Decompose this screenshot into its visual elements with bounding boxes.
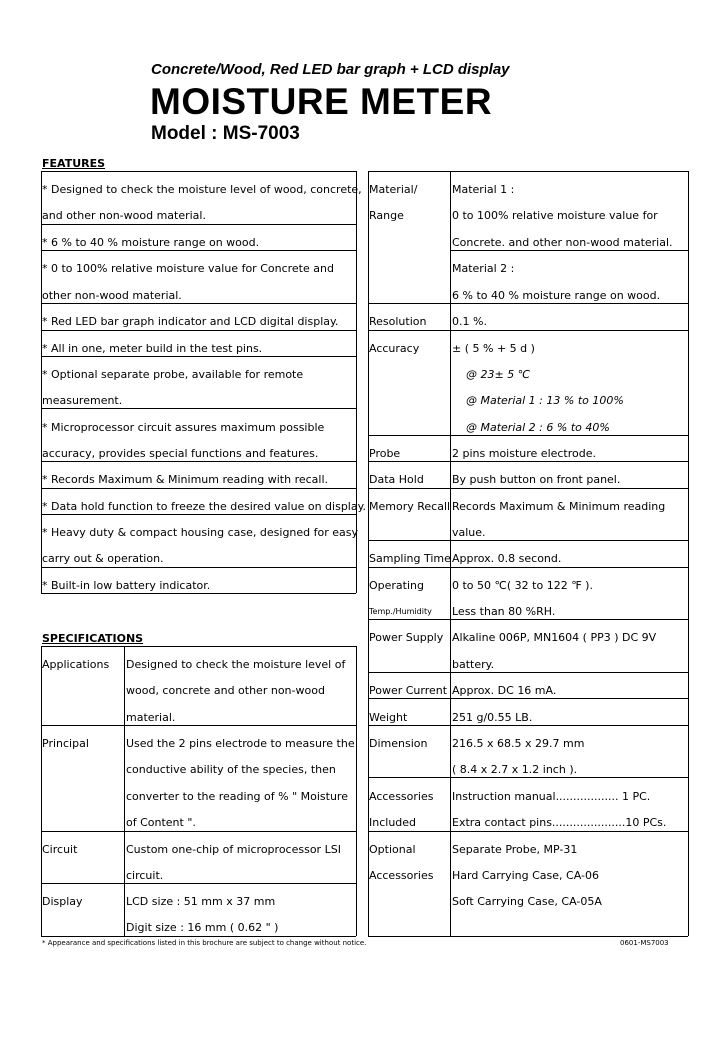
feature-line: * All in one, meter build in the test pins. (42, 342, 263, 355)
spec-value: ( 8.4 x 2.7 x 1.2 inch ). (452, 763, 578, 776)
spec-label: Display (42, 895, 83, 908)
spec-value: 2 pins moisture electrode. (452, 447, 597, 460)
spec-value: Instruction manual.................. 1 PC. (452, 790, 651, 803)
spec-value: LCD size : 51 mm x 37 mm (126, 895, 276, 908)
spec-value: of Content ". (126, 816, 196, 829)
spec-label: Circuit (42, 843, 78, 856)
spec-value: @ Material 2 : 6 % to 40% (466, 421, 610, 434)
spec-label: Sampling Time (369, 552, 451, 565)
spec-value: battery. (452, 658, 495, 671)
spec-label: Temp./Humidity (369, 607, 432, 616)
spec-label: Accuracy (369, 342, 420, 355)
spec-label: Optional (369, 843, 416, 856)
spec-label: Memory Recall (369, 500, 451, 513)
spec-label: Power Current (369, 684, 448, 697)
spec-value: Approx. 0.8 second. (452, 552, 562, 565)
spec-value: 6 % to 40 % moisture range on wood. (452, 289, 661, 302)
spec-label: Material/ (369, 183, 418, 196)
spec-label: Accessories (369, 790, 434, 803)
spec-value: 251 g/0.55 LB. (452, 711, 533, 724)
feature-line: * 0 to 100% relative moisture value for Concrete and (42, 262, 334, 275)
feature-line: carry out & operation. (42, 552, 164, 565)
spec-label: Dimension (369, 737, 428, 750)
spec-label: Resolution (369, 315, 427, 328)
spec-value: Designed to check the moisture level of (126, 658, 346, 671)
specifications-heading: SPECIFICATIONS (42, 632, 144, 645)
spec-value: ± ( 5 % + 5 d ) (452, 342, 535, 355)
spec-label: Weight (369, 711, 408, 724)
spec-value: material. (126, 711, 176, 724)
spec-value: Material 2 : (452, 262, 515, 275)
feature-line: accuracy, provides special functions and features. (42, 447, 319, 460)
feature-line: * 6 % to 40 % moisture range on wood. (42, 236, 260, 249)
page-title: MOISTURE METER (150, 81, 493, 122)
feature-line: * Built-in low battery indicator. (42, 579, 211, 592)
feature-line: other non-wood material. (42, 289, 182, 302)
feature-line: * Microprocessor circuit assures maximum possible (42, 421, 325, 434)
spec-label: Data Hold (369, 473, 424, 486)
feature-line: * Optional separate probe, available for remote (42, 368, 304, 381)
footer-note: * Appearance and specifications listed in this brochure are subject to change without notice. (42, 939, 367, 947)
spec-value: value. (452, 526, 486, 539)
model-number: Model : MS-7003 (151, 123, 300, 144)
feature-line: * Records Maximum & Minimum reading with recall. (42, 473, 329, 486)
spec-value: Separate Probe, MP-31 (452, 843, 578, 856)
spec-value: By push button on front panel. (452, 473, 621, 486)
spec-value: Less than 80 %RH. (452, 605, 556, 618)
spec-value: 0 to 100% relative moisture value for (452, 209, 658, 222)
spec-value: Custom one-chip of microprocessor LSI (126, 843, 341, 856)
features-heading: FEATURES (42, 157, 106, 170)
spec-value: 0.1 %. (452, 315, 487, 328)
subtitle: Concrete/Wood, Red LED bar graph + LCD display (151, 61, 510, 78)
spec-value: Hard Carrying Case, CA-06 (452, 869, 599, 882)
spec-value: Approx. DC 16 mA. (452, 684, 557, 697)
spec-value: Material 1 : (452, 183, 515, 196)
spec-value: @ 23± 5 ℃ (466, 368, 531, 381)
spec-value: circuit. (126, 869, 164, 882)
spec-value: Used the 2 pins electrode to measure the (126, 737, 355, 750)
spec-label: Principal (42, 737, 89, 750)
feature-line: * Data hold function to freeze the desired value on display. (42, 500, 367, 513)
feature-line: * Heavy duty & compact housing case, designed for easy (42, 526, 359, 539)
spec-label: Probe (369, 447, 401, 460)
spec-value: converter to the reading of % " Moisture (126, 790, 348, 803)
document-code: 0601-MS7003 (620, 939, 669, 947)
spec-value: Records Maximum & Minimum reading (452, 500, 666, 513)
spec-value: 0 to 50 ℃( 32 to 122 ℉ ). (452, 579, 593, 592)
feature-line: * Designed to check the moisture level of wood, concrete, (42, 183, 362, 196)
feature-line: and other non-wood material. (42, 209, 206, 222)
spec-label: Included (369, 816, 417, 829)
feature-line: measurement. (42, 394, 123, 407)
spec-label: Applications (42, 658, 110, 671)
spec-value: conductive ability of the species, then (126, 763, 336, 776)
spec-value: Soft Carrying Case, CA-05A (452, 895, 602, 908)
spec-value: Concrete. and other non-wood material. (452, 236, 673, 249)
feature-line: * Red LED bar graph indicator and LCD digital display. (42, 315, 339, 328)
spec-value: Digit size : 16 mm ( 0.62 " ) (126, 921, 279, 934)
spec-label: Power Supply (369, 631, 444, 644)
spec-value: Extra contact pins.....................10 PCs. (452, 816, 667, 829)
spec-label: Operating (369, 579, 424, 592)
spec-value: 216.5 x 68.5 x 29.7 mm (452, 737, 585, 750)
spec-value: Alkaline 006P, MN1604 ( PP3 ) DC 9V (452, 631, 657, 644)
spec-label: Accessories (369, 869, 434, 882)
spec-value: @ Material 1 : 13 % to 100% (466, 394, 624, 407)
spec-value: wood, concrete and other non-wood (126, 684, 325, 697)
spec-label: Range (369, 209, 404, 222)
